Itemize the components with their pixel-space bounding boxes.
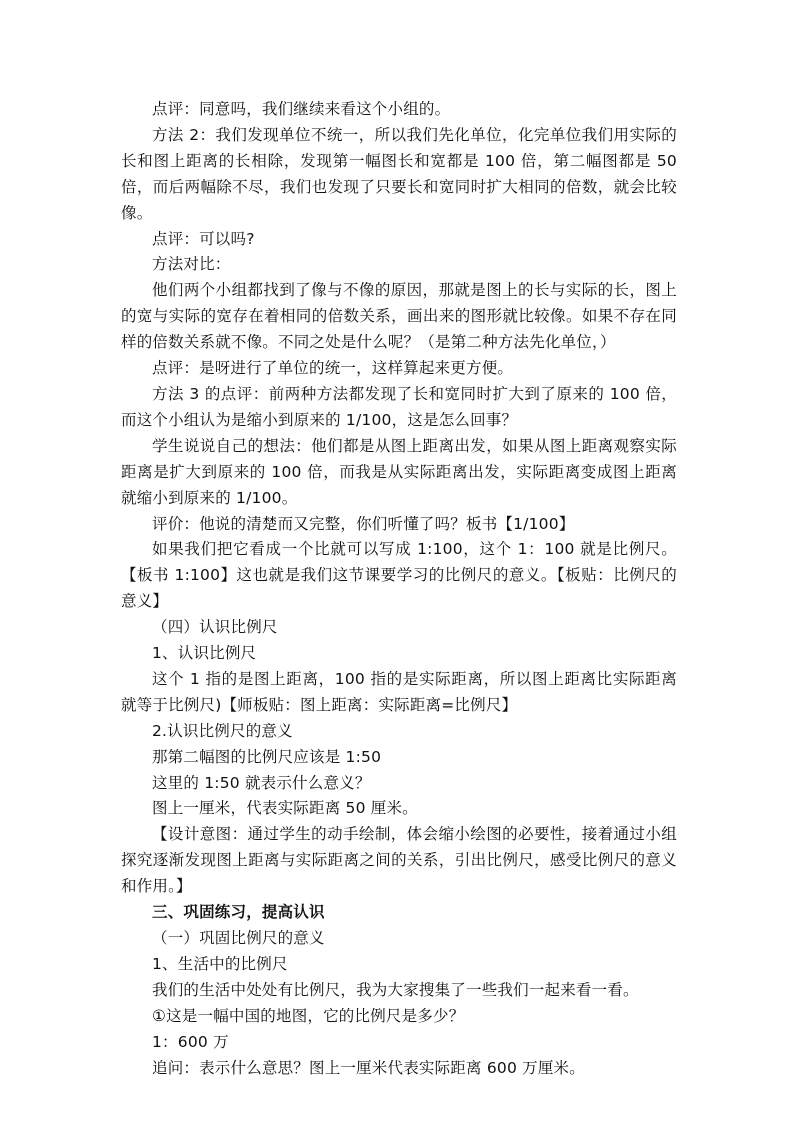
paragraph-method-compare-label: 方法对比： xyxy=(152,255,231,274)
paragraph-method-3-comment: 方法 3 的点评：前两种方法都发现了长和宽同时扩大到了原来的 100 倍，而这个小组认为是缩小到原来的 1/100，这是怎么回事？ xyxy=(121,384,677,429)
paragraph-ratio-intro: 如果我们把它看成一个比就可以写成 1:100，这个 1：100 就是比例尺。【板书 1:100】这也就是我们这节课要学习的比例尺的意义。【板贴：比例尺的意义】 xyxy=(121,540,677,611)
paragraph-comment-ok: 点评：可以吗? xyxy=(152,229,255,248)
subheading-scale-meaning: 2.认识比例尺的意义 xyxy=(152,721,293,740)
document-body xyxy=(121,97,677,1081)
paragraph-scale-value: 1：600 万 xyxy=(152,1032,229,1051)
paragraph-evaluation: 评价：他说的清楚而又完整，你们听懂了吗？板书【1/100】 xyxy=(152,514,575,533)
section-heading-4: （四）认识比例尺 xyxy=(152,618,278,637)
paragraph-comment-agree: 点评：同意吗，我们继续来看这个小组的。 xyxy=(152,100,451,118)
subheading-recognize-scale: 1、认识比例尺 xyxy=(152,644,257,663)
paragraph-follow-up: 追问：表示什么意思？图上一厘米代表实际距离 600 万厘米。 xyxy=(152,1058,585,1077)
paragraph-method-compare-text: 他们两个小组都找到了像与不像的原因，那就是图上的长与实际的长，图上的宽与实际的宽存在着相同的倍数关系，画出来的图形就比较像。如果不存在同样的倍数关系就不像。不同之处是什么呢？（是第二种方法先化单位，） xyxy=(121,281,677,352)
paragraph-china-map-question: ①这是一幅中国的地图，它的比例尺是多少？ xyxy=(152,1006,465,1025)
paragraph-student-ideas: 学生说说自己的想法：他们都是从图上距离出发，如果从图上距离观察实际距离是扩大到原来的 100 倍，而我是从实际距离出发，实际距离变成图上距离就缩小到原来的 1/100。 xyxy=(121,436,677,507)
paragraph-second-figure-scale: 那第二幅图的比例尺应该是 1:50 xyxy=(152,747,382,766)
paragraph-design-intent: 【设计意图：通过学生的动手绘制，体会缩小绘图的必要性，接着通过小组探究逐渐发现图上距离与实际距离之间的关系，引出比例尺，感受比例尺的意义和作用。】 xyxy=(121,825,677,896)
paragraph-method-2: 方法 2：我们发现单位不统一，所以我们先化单位，化完单位我们用实际的长和图上距离的长相除，发现第一幅图长和宽都是 100 倍，第二幅图都是 50 倍，而后两幅除不尽，我们也发现了只要长和宽同时扩大相同的倍数，就会比较像。 xyxy=(121,125,677,222)
paragraph-comment-unify: 点评：是呀进行了单位的统一，这样算起来更方便。 xyxy=(152,359,514,378)
subsection-heading-1: （一）巩固比例尺的意义 xyxy=(152,929,325,947)
paragraph-answer-50cm: 图上一厘米，代表实际距离 50 厘米。 xyxy=(152,799,418,818)
paragraph-life-scale-intro: 我们的生活中处处有比例尺，我为大家搜集了一些我们一起来看一看。 xyxy=(152,980,639,999)
paragraph-scale-definition: 这个 1 指的是图上距离，100 指的是实际距离，所以图上距离比实际距离就等于比例尺)【师板贴：图上距离：实际距离=比例尺】 xyxy=(121,669,677,714)
section-heading-3: 三、巩固练习，提高认识 xyxy=(152,903,325,922)
subheading-life-scale: 1、生活中的比例尺 xyxy=(152,954,288,973)
paragraph-question-meaning: 这里的 1:50 就表示什么意义？ xyxy=(152,773,371,792)
